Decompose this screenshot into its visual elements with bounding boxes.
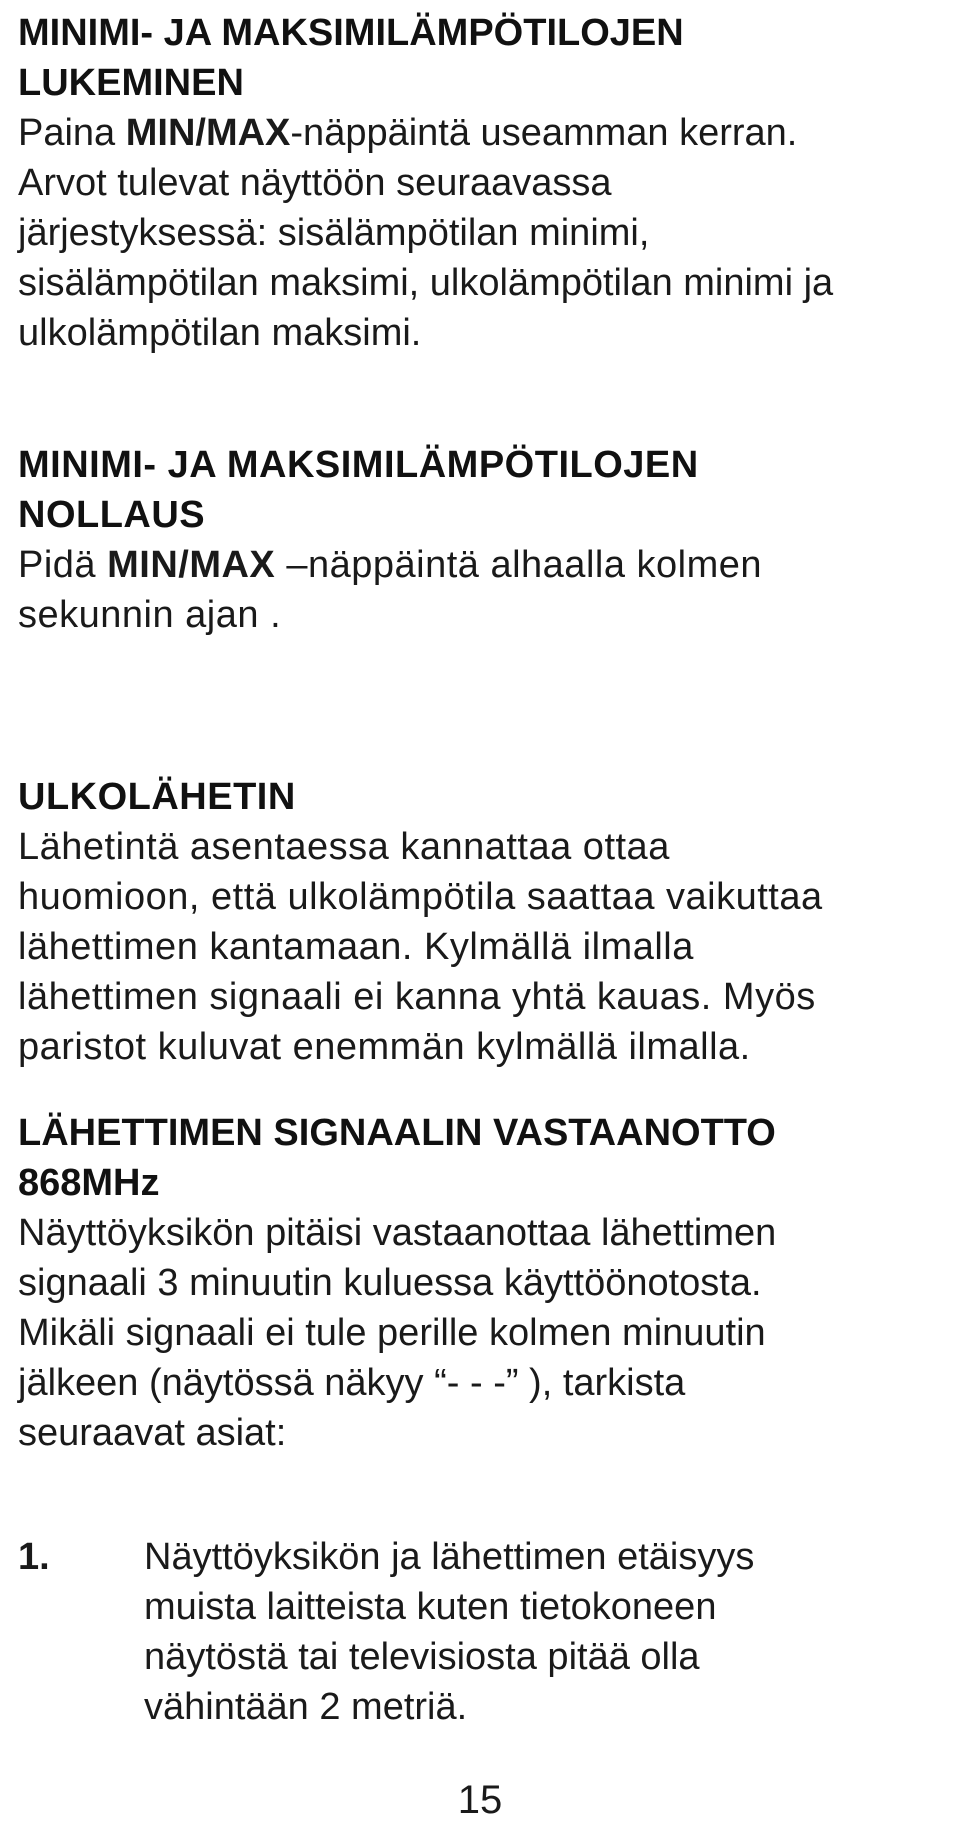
- section-heading-line: MINIMI- JA MAKSIMILÄMPÖTILOJEN: [18, 444, 699, 486]
- paragraph-line: Lähetintä asentaessa kannattaa ottaa: [18, 826, 670, 868]
- paragraph-line: sekunnin ajan .: [18, 594, 282, 636]
- list-item-body: [144, 1532, 948, 1732]
- text-run: -näppäintä useamman kerran.: [290, 112, 798, 154]
- list-number: 1.: [18, 1536, 50, 1578]
- section-heading-line: LÄHETTIMEN SIGNAALIN VASTAANOTTO: [18, 1112, 776, 1154]
- text-run: –näppäintä alhaalla kolmen: [275, 544, 763, 586]
- paragraph-line: järjestyksessä: sisälämpötilan minimi,: [18, 212, 650, 254]
- text-run: jälkeen (näytössä näkyy: [18, 1362, 435, 1404]
- section-heading-line: 868MHz: [18, 1162, 160, 1204]
- section-minmax-reset: [18, 440, 948, 640]
- list-line: vähintään 2 metriä.: [144, 1686, 468, 1728]
- paragraph-line: sisälämpötilan maksimi, ulkolämpötilan minimi ja: [18, 262, 834, 304]
- section-heading: ULKOLÄHETIN: [18, 776, 296, 818]
- paragraph-line: seuraavat asiat:: [18, 1412, 287, 1454]
- paragraph-line: [18, 1358, 948, 1408]
- section-outdoor-transmitter: [18, 772, 948, 1072]
- list-line: muista laitteista kuten tietokoneen: [144, 1586, 717, 1628]
- paragraph-line: Arvot tulevat näyttöön seuraavassa: [18, 162, 612, 204]
- section-heading-line: MINIMI- JA MAKSIMILÄMPÖTILOJEN: [18, 12, 684, 54]
- key-name: MIN/MAX: [107, 544, 276, 586]
- page-number: 15: [457, 1778, 503, 1822]
- section-minmax-reading: [18, 8, 948, 358]
- paragraph-line: lähettimen signaali ei kanna yhtä kauas. Myös: [18, 976, 816, 1018]
- text-run: Paina: [18, 112, 126, 154]
- paragraph-line: huomioon, että ulkolämpötila saattaa vaikuttaa: [18, 876, 823, 918]
- paragraph-line: signaali 3 minuutin kuluessa käyttöönotosta.: [18, 1262, 762, 1304]
- paragraph-line: ulkolämpötilan maksimi.: [18, 312, 422, 354]
- checklist: [18, 1532, 948, 1732]
- section-heading-line: LUKEMINEN: [18, 62, 244, 104]
- key-name: MIN/MAX: [125, 112, 291, 154]
- paragraph-line: [18, 540, 948, 590]
- list-line: näytöstä tai televisiosta pitää olla: [144, 1636, 700, 1678]
- list-line: Näyttöyksikön ja lähettimen etäisyys: [144, 1536, 755, 1578]
- section-heading-line: NOLLAUS: [18, 494, 206, 536]
- paragraph-line: [18, 108, 948, 158]
- paragraph-line: Näyttöyksikön pitäisi vastaanottaa lähettimen: [18, 1212, 777, 1254]
- paragraph-line: paristot kuluvat enemmän kylmällä ilmalla.: [18, 1026, 751, 1068]
- paragraph-line: lähettimen kantamaan. Kylmällä ilmalla: [18, 926, 694, 968]
- section-signal-reception: [18, 1108, 948, 1458]
- list-item: [18, 1532, 948, 1732]
- display-code: “- - -”: [434, 1362, 519, 1404]
- paragraph-line: Mikäli signaali ei tule perille kolmen minuutin: [18, 1312, 766, 1354]
- text-run: Pidä: [18, 544, 108, 586]
- text-run: ), tarkista: [518, 1362, 686, 1404]
